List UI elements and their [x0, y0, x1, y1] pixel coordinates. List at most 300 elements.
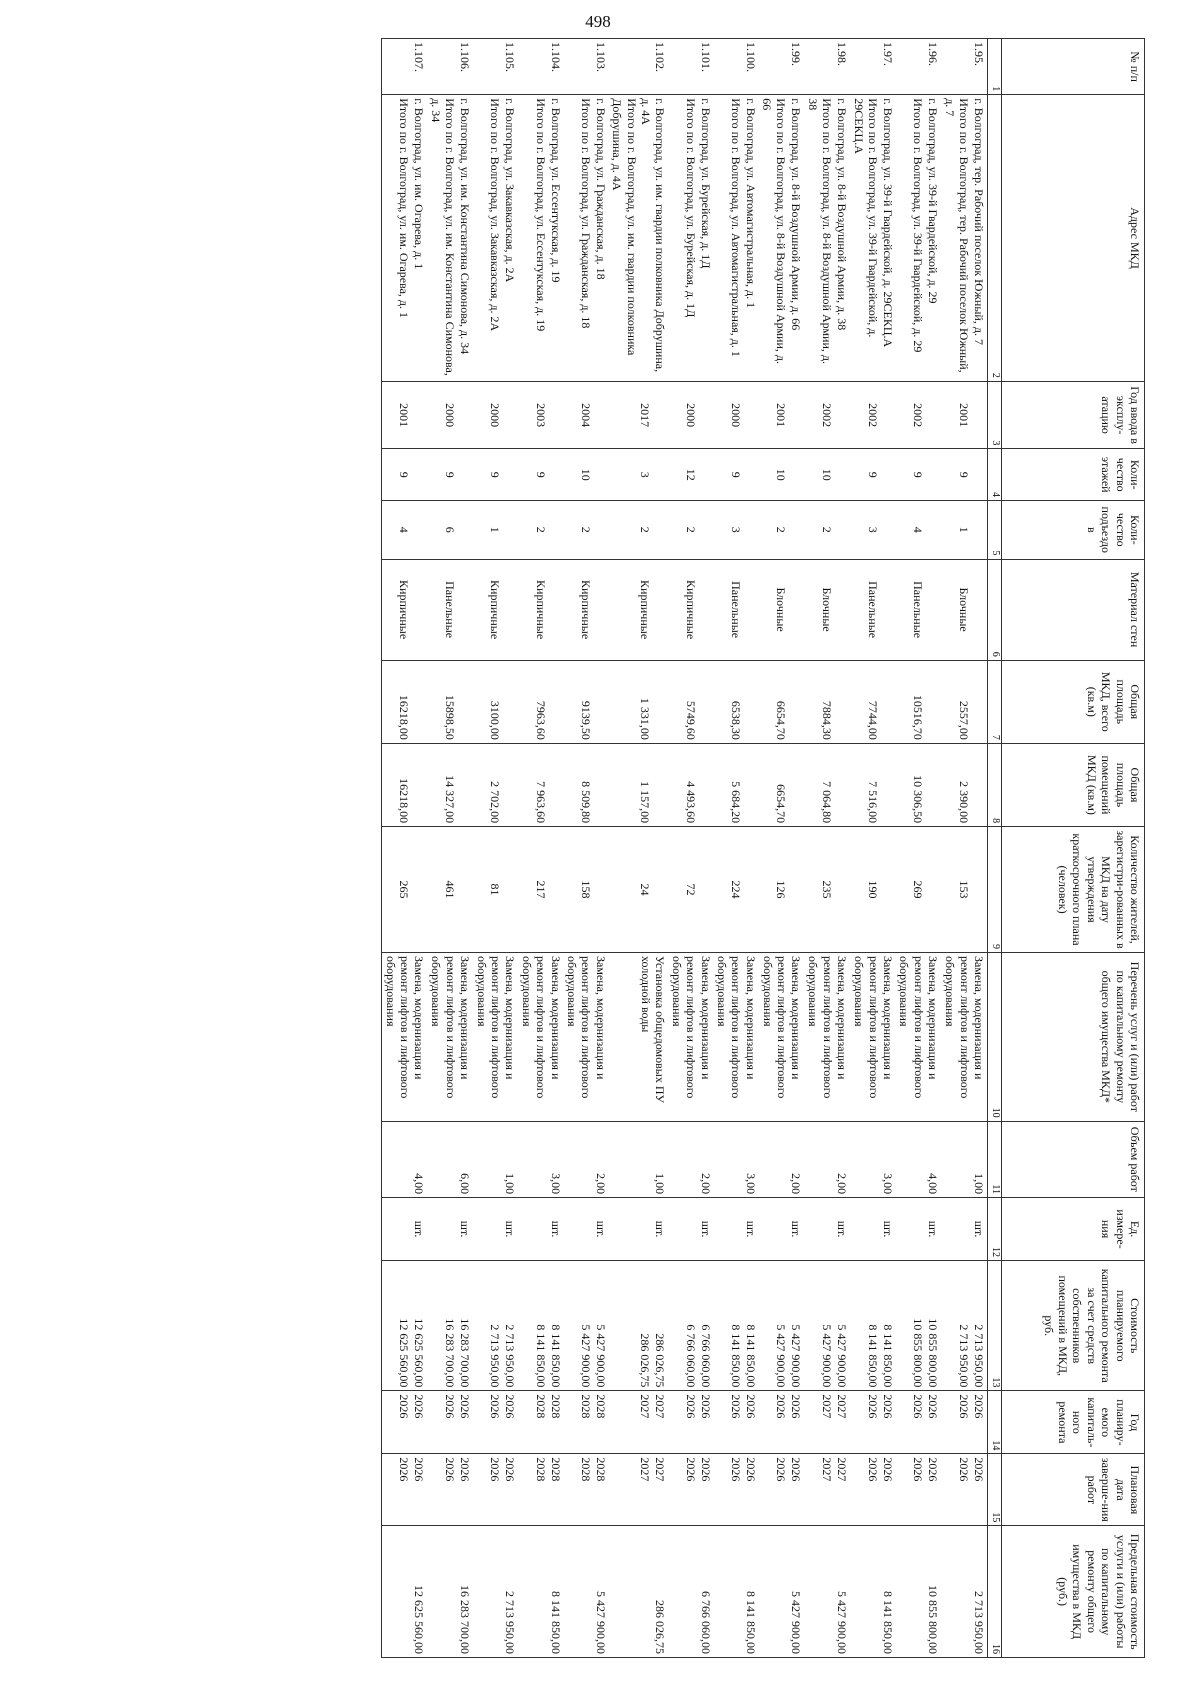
item-end-date: 2028 [593, 1457, 608, 1482]
address-cell [804, 95, 850, 382]
planned-cost-cell [473, 1261, 518, 1391]
item-address: г. Волгоград, тер. Рабочий поселок Южный, д. 7 [972, 98, 986, 345]
total-commission-year: 2001 [774, 403, 789, 428]
item-row-number: 1.100. [743, 42, 758, 72]
address-cell [941, 95, 987, 382]
total-floors: 9 [533, 471, 548, 478]
item-end-date: 2026 [698, 1457, 713, 1482]
total-floors: 10 [774, 468, 789, 481]
item-residents [457, 830, 472, 949]
floors-cell [850, 449, 896, 501]
item-total-area [412, 664, 427, 740]
entrances-cell [896, 501, 941, 559]
wall-material-cell [428, 559, 474, 660]
total-residents: 158 [578, 880, 593, 899]
premises-area-cell [518, 743, 563, 826]
total-end-date: 2026 [443, 1457, 458, 1482]
item-premises-area [834, 747, 849, 823]
item-floors [788, 452, 803, 497]
total-end-date: 2026 [911, 1457, 926, 1482]
limit-cost-cell [564, 1526, 609, 1658]
total-entrances: 2 [683, 526, 698, 533]
end-date-cell [941, 1454, 987, 1526]
total-wall-material: Панельные [866, 581, 881, 639]
floors-cell [804, 449, 850, 501]
item-wall-material [698, 563, 713, 657]
item-premises-area [925, 747, 940, 823]
total-area-cell [941, 660, 987, 743]
plan-year-cell [896, 1391, 941, 1454]
column-number: 1 [988, 39, 1002, 95]
row-number-cell [473, 39, 518, 95]
total-entrances: 1 [488, 526, 503, 533]
item-work-volume: 1,00 [972, 1173, 986, 1195]
item-work-volume: 2,00 [593, 1173, 608, 1195]
plan-year-cell [428, 1391, 474, 1454]
item-address: г. Волгоград, ул. им. Константина Симонова, д. 34 [458, 98, 473, 355]
item-total-area [698, 664, 713, 740]
item-plan-year: 2027 [653, 1394, 668, 1419]
commission-year-cell [759, 381, 805, 448]
total-premises-area: 2 390,00 [957, 781, 971, 824]
total-area-cell [896, 660, 941, 743]
item-work-list: Замена, модернизация и ремонт лифтов и лифтового оборудования [897, 955, 941, 1099]
item-work-list: Замена, модернизация и ремонт лифтов и лифтового оборудования [852, 955, 896, 1099]
item-work-list: Замена, модернизация и ремонт лифтов и лифтового оборудования [565, 955, 608, 1099]
item-entrances [593, 504, 608, 555]
total-total-area: 6538,30 [728, 700, 743, 740]
total-plan-year: 2026 [866, 1394, 881, 1419]
work-volume-cell [804, 1121, 850, 1197]
total-entrances: 6 [443, 526, 458, 533]
total-entrances: 3 [728, 526, 743, 533]
unit-cell [382, 1198, 428, 1261]
row-number-cell [428, 39, 474, 95]
total-wall-material: Панельные [443, 581, 458, 639]
commission-year-cell [564, 381, 609, 448]
planned-cost-cell [896, 1261, 941, 1391]
total-floors: 9 [397, 471, 412, 478]
column-header: № п/п [1002, 39, 1145, 95]
work-list-cell [714, 952, 759, 1121]
planned-cost-cell [668, 1261, 713, 1391]
limit-cost-cell [473, 1526, 518, 1658]
item-entrances [548, 504, 563, 555]
table-row [804, 39, 850, 1658]
planned-cost-cell [382, 1261, 428, 1391]
total-premises-area: 4 493,60 [683, 781, 698, 824]
total-premises-area: 16218,00 [397, 778, 412, 824]
work-volume-cell [473, 1121, 518, 1197]
item-wall-material [548, 563, 563, 657]
item-floors [834, 452, 849, 497]
total-area-cell [518, 660, 563, 743]
total-end-date: 2028 [578, 1457, 593, 1482]
item-entrances [788, 504, 803, 555]
total-commission-year: 2002 [866, 403, 881, 428]
item-residents [593, 830, 608, 949]
total-plan-year: 2026 [911, 1394, 926, 1419]
wall-material-cell [804, 559, 850, 660]
item-entrances [834, 504, 849, 555]
item-entrances [502, 504, 517, 555]
item-commission-year [593, 385, 608, 445]
floors-cell [564, 449, 609, 501]
item-entrances [925, 504, 940, 555]
item-floors [593, 452, 608, 497]
total-residents: 217 [533, 880, 548, 899]
total-commission-year: 2002 [911, 403, 926, 428]
item-entrances [457, 504, 472, 555]
column-header: Год планиру-емого капиталь-ного ремонта [1002, 1391, 1145, 1454]
limit-cost-cell [518, 1526, 563, 1658]
limit-cost-cell [759, 1526, 805, 1658]
commission-year-cell [473, 381, 518, 448]
total-premises-area: 5 684,20 [728, 781, 743, 824]
work-volume-cell [896, 1121, 941, 1197]
total-commission-year: 2017 [638, 403, 653, 428]
table-row [518, 39, 563, 1658]
work-volume-cell [564, 1121, 609, 1197]
total-residents: 269 [911, 880, 926, 899]
residents-cell [850, 827, 896, 953]
end-date-cell [564, 1454, 609, 1526]
address-cell [473, 95, 518, 382]
total-plan-year: 2027 [638, 1394, 653, 1419]
total-residents: 81 [488, 883, 503, 896]
total-residents: 72 [683, 883, 698, 896]
residents-cell [714, 827, 759, 953]
item-planned-cost: 5 427 900,00 [593, 1324, 608, 1388]
item-row-number: 1.97. [881, 42, 896, 66]
premises-area-cell [804, 743, 850, 826]
wall-material-cell [609, 559, 669, 660]
item-wall-material [412, 563, 427, 657]
item-entrances [971, 504, 986, 555]
row-number-cell [564, 39, 609, 95]
total-planned-cost: 5 427 900,00 [578, 1324, 593, 1388]
item-work-list: Замена, модернизация и ремонт лифтов и лифтового оборудования [519, 955, 563, 1099]
total-floors: 10 [820, 468, 835, 481]
item-commission-year [698, 385, 713, 445]
item-plan-year: 2026 [412, 1394, 427, 1419]
work-volume-cell [518, 1121, 563, 1197]
column-header: Материал стен [1002, 559, 1145, 660]
premises-area-cell [941, 743, 987, 826]
total-end-date: 2026 [728, 1457, 743, 1482]
item-plan-year: 2026 [789, 1394, 804, 1419]
item-unit: шт. [835, 1220, 850, 1238]
column-header: Стоимость планируемого капитального ремонта за счет средств собственников помещений в МКД, руб. [1002, 1261, 1145, 1391]
rotated-page-content [35, 38, 1145, 1658]
item-limit-cost: 16 283 700,00 [458, 1585, 473, 1654]
floors-cell [896, 449, 941, 501]
wall-material-cell [941, 559, 987, 660]
total-floors: 9 [866, 471, 881, 478]
table-row [759, 39, 805, 1658]
total-floors: 9 [957, 471, 971, 478]
commission-year-cell [518, 381, 563, 448]
total-address: Итого по г. Волгоград, ул. им. гвардии полковника Добрушина, д. 4А [610, 98, 639, 356]
residents-cell [896, 827, 941, 953]
item-work-volume: 1,00 [503, 1173, 518, 1195]
planned-cost-cell [850, 1261, 896, 1391]
item-residents [925, 830, 940, 949]
end-date-cell [382, 1454, 428, 1526]
item-limit-cost: 5 427 900,00 [593, 1591, 608, 1654]
item-work-volume: 4,00 [926, 1173, 941, 1195]
unit-cell [714, 1198, 759, 1261]
address-cell [759, 95, 805, 382]
total-premises-area: 1 157,00 [638, 781, 653, 824]
total-residents: 153 [957, 880, 971, 899]
item-end-date: 2026 [926, 1457, 941, 1482]
total-total-area: 16218,00 [397, 694, 412, 740]
column-number: 3 [988, 381, 1002, 448]
plan-year-cell [518, 1391, 563, 1454]
total-residents: 235 [820, 880, 835, 899]
residents-cell [518, 827, 563, 953]
total-end-date: 2028 [533, 1457, 548, 1482]
item-limit-cost: 8 141 850,00 [743, 1591, 758, 1654]
item-planned-cost: 6 766 060,00 [698, 1324, 713, 1388]
item-address: г. Волгоград, ул. 39-й Гвардейской, д. 29 [926, 98, 941, 304]
total-planned-cost: 8 141 850,00 [728, 1324, 743, 1388]
item-entrances [652, 504, 667, 555]
item-work-list: Установка общедомовых ПУ холодной воды [638, 955, 668, 1104]
total-premises-area: 7 064,80 [820, 781, 835, 824]
item-commission-year [971, 385, 986, 445]
plan-year-cell [759, 1391, 805, 1454]
item-premises-area [457, 747, 472, 823]
entrances-cell [804, 501, 850, 559]
item-work-volume: 2,00 [835, 1173, 850, 1195]
work-list-cell [668, 952, 713, 1121]
item-commission-year [457, 385, 472, 445]
wall-material-cell [896, 559, 941, 660]
total-commission-year: 2000 [683, 403, 698, 428]
commission-year-cell [382, 381, 428, 448]
item-end-date: 2026 [743, 1457, 758, 1482]
item-unit: шт. [789, 1220, 804, 1238]
total-total-area: 1 331,00 [638, 697, 653, 740]
unit-cell [609, 1198, 669, 1261]
total-premises-area: 8 509,80 [578, 781, 593, 824]
total-area-cell [564, 660, 609, 743]
unit-cell [941, 1198, 987, 1261]
premises-area-cell [896, 743, 941, 826]
total-floors: 12 [683, 468, 698, 481]
total-area-cell [473, 660, 518, 743]
column-number: 5 [988, 501, 1002, 559]
column-number: 15 [988, 1454, 1002, 1526]
item-planned-cost: 8 141 850,00 [881, 1324, 896, 1388]
item-total-area [834, 664, 849, 740]
unit-cell [473, 1198, 518, 1261]
unit-cell [518, 1198, 563, 1261]
total-address: Итого по г. Волгоград, ул. Ессентукская, д. 19 [533, 98, 548, 332]
item-unit: шт. [503, 1220, 518, 1238]
item-work-list: Замена, модернизация и ремонт лифтов и лифтового оборудования [474, 955, 518, 1099]
item-unit: шт. [548, 1220, 563, 1238]
item-total-area [652, 664, 667, 740]
column-number: 4 [988, 449, 1002, 501]
item-row-number: 1.107. [412, 42, 427, 72]
item-commission-year [412, 385, 427, 445]
premises-area-cell [428, 743, 474, 826]
unit-cell [564, 1198, 609, 1261]
total-address: Итого по г. Волгоград, ул. 39-й Гвардейской, д. 29 [911, 98, 926, 353]
item-residents [834, 830, 849, 949]
total-floors: 10 [578, 468, 593, 481]
item-work-volume: 3,00 [743, 1173, 758, 1195]
item-wall-material [593, 563, 608, 657]
total-area-cell [428, 660, 474, 743]
column-header: Адрес МКД [1002, 95, 1145, 382]
item-premises-area [880, 747, 895, 823]
item-floors [457, 452, 472, 497]
item-plan-year: 2028 [593, 1394, 608, 1419]
total-area-cell [850, 660, 896, 743]
work-volume-cell [850, 1121, 896, 1197]
column-number: 10 [988, 952, 1002, 1121]
commission-year-cell [850, 381, 896, 448]
total-end-date: 2026 [866, 1457, 881, 1482]
end-date-cell [896, 1454, 941, 1526]
limit-cost-cell [609, 1526, 669, 1658]
item-premises-area [743, 747, 758, 823]
commission-year-cell [896, 381, 941, 448]
total-area-cell [382, 660, 428, 743]
total-wall-material: Кирпичные [578, 580, 593, 640]
total-plan-year: 2027 [820, 1394, 835, 1419]
end-date-cell [668, 1454, 713, 1526]
total-planned-cost: 2 713 950,00 [488, 1324, 503, 1388]
item-unit: шт. [743, 1220, 758, 1238]
total-total-area: 15898,50 [443, 694, 458, 740]
end-date-cell [804, 1454, 850, 1526]
total-wall-material: Кирпичные [488, 580, 503, 640]
column-number: 11 [988, 1121, 1002, 1197]
item-commission-year [834, 385, 849, 445]
floors-cell [714, 449, 759, 501]
commission-year-cell [714, 381, 759, 448]
item-residents [971, 830, 986, 949]
end-date-cell [518, 1454, 563, 1526]
total-entrances: 4 [397, 526, 412, 533]
total-commission-year: 2001 [957, 403, 971, 428]
total-total-area: 2557,00 [957, 700, 971, 740]
plan-year-cell [714, 1391, 759, 1454]
column-number: 7 [988, 660, 1002, 743]
total-entrances: 3 [866, 526, 881, 533]
item-residents [698, 830, 713, 949]
row-number-cell [941, 39, 987, 95]
item-plan-year: 2026 [503, 1394, 518, 1419]
total-floors: 3 [638, 471, 653, 478]
total-premises-area: 6654,70 [774, 784, 789, 824]
column-header: Количество жителей, зарегистри-рованных в МКД на дату утверждения краткосрочного плана (человек) [1002, 827, 1145, 953]
item-wall-material [652, 563, 667, 657]
item-work-list: Замена, модернизация и ремонт лифтов и лифтового оборудования [943, 955, 986, 1099]
total-premises-area: 7 963,60 [533, 781, 548, 824]
commission-year-cell [428, 381, 474, 448]
premises-area-cell [714, 743, 759, 826]
total-entrances: 2 [638, 526, 653, 533]
total-area-cell [668, 660, 713, 743]
total-address: Итого по г. Волгоград, ул. им. Огарева, д. 1 [397, 98, 412, 319]
row-number-cell [668, 39, 713, 95]
total-residents: 461 [443, 880, 458, 899]
item-address: г. Волгоград, ул. Закавказская, д. 2А [503, 98, 518, 283]
item-address: г. Волгоград, ул. 8-й Воздушной Армии, д. 66 [789, 98, 804, 331]
total-total-area: 10516,70 [911, 694, 926, 740]
work-list-cell [896, 952, 941, 1121]
total-premises-area: 7 516,00 [866, 781, 881, 824]
item-work-list: Замена, модернизация и ремонт лифтов и лифтового оборудования [714, 955, 758, 1099]
item-wall-material [925, 563, 940, 657]
entrances-cell [941, 501, 987, 559]
total-total-area: 7884,30 [820, 700, 835, 740]
floors-cell [382, 449, 428, 501]
total-premises-area: 14 327,00 [443, 775, 458, 824]
item-total-area [971, 664, 986, 740]
floors-cell [518, 449, 563, 501]
limit-cost-cell [850, 1526, 896, 1658]
column-number-row [988, 39, 1002, 1658]
total-planned-cost: 10 855 800,00 [911, 1318, 926, 1388]
item-planned-cost: 12 625 560,00 [412, 1318, 427, 1388]
total-commission-year: 2002 [820, 403, 835, 428]
address-cell [564, 95, 609, 382]
total-planned-cost: 2 713 950,00 [957, 1324, 971, 1388]
item-end-date: 2026 [503, 1457, 518, 1482]
column-header-row [1002, 39, 1145, 1658]
premises-area-cell [382, 743, 428, 826]
item-work-list: Замена, модернизация и ремонт лифтов и лифтового оборудования [760, 955, 804, 1099]
premises-area-cell [668, 743, 713, 826]
total-address: Итого по г. Волгоград, ул. 8-й Воздушной Армии, д. 38 [805, 98, 835, 365]
item-row-number: 1.99. [789, 42, 804, 66]
residents-cell [428, 827, 474, 953]
residents-cell [382, 827, 428, 953]
item-entrances [412, 504, 427, 555]
table-row [850, 39, 896, 1658]
total-plan-year: 2026 [683, 1394, 698, 1419]
total-residents: 190 [866, 880, 881, 899]
planned-cost-cell [564, 1261, 609, 1391]
planned-cost-cell [941, 1261, 987, 1391]
work-volume-cell [609, 1121, 669, 1197]
plan-year-cell [609, 1391, 669, 1454]
item-row-number: 1.98. [835, 42, 850, 66]
item-planned-cost: 8 141 850,00 [548, 1324, 563, 1388]
item-plan-year: 2026 [926, 1394, 941, 1419]
item-plan-year: 2026 [458, 1394, 473, 1419]
total-entrances: 2 [774, 526, 789, 533]
address-cell [714, 95, 759, 382]
item-limit-cost: 8 141 850,00 [881, 1591, 896, 1654]
item-entrances [880, 504, 895, 555]
column-header: Коли-чество этажей [1002, 449, 1145, 501]
entrances-cell [428, 501, 474, 559]
item-unit: шт. [593, 1220, 608, 1238]
total-wall-material: Панельные [911, 581, 926, 639]
item-plan-year: 2026 [743, 1394, 758, 1419]
total-floors: 9 [728, 471, 743, 478]
item-unit: шт. [458, 1220, 473, 1238]
item-residents [548, 830, 563, 949]
